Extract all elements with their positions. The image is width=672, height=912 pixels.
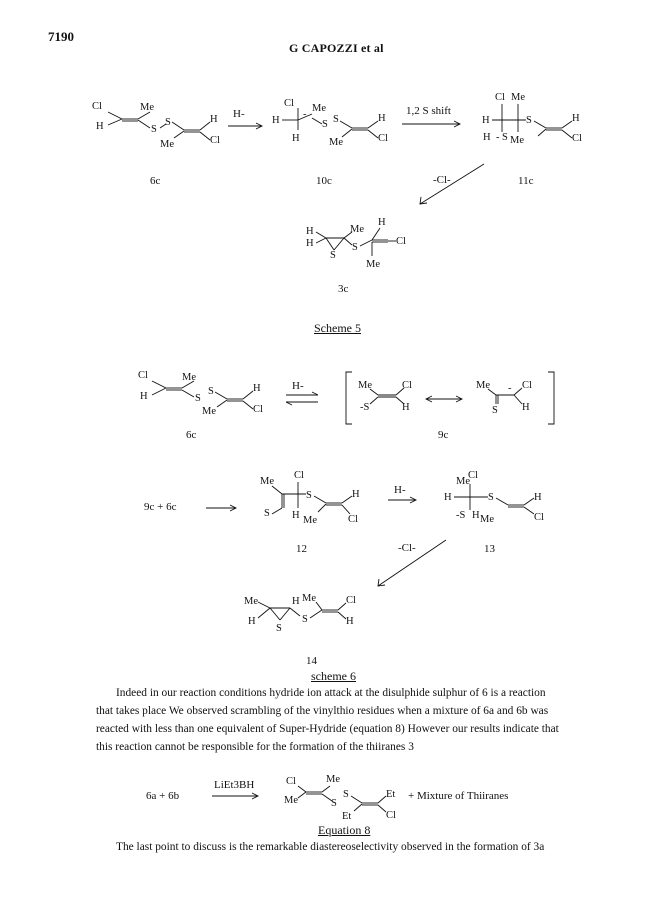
arrow-label-hydride2: H-: [394, 484, 406, 496]
label-6c: 6c: [186, 429, 197, 441]
svg-text:H: H: [572, 113, 580, 124]
eq8-reactants: 6a + 6b: [146, 790, 180, 802]
arrow-label-shift: 1,2 S shift: [406, 105, 451, 117]
svg-text:Et: Et: [342, 811, 352, 822]
svg-text:S: S: [151, 124, 157, 135]
running-title-text: G CAPOZZI et al: [289, 41, 384, 55]
svg-text:Me: Me: [284, 795, 298, 806]
svg-text:H: H: [306, 226, 314, 237]
svg-text:Me: Me: [326, 774, 340, 785]
svg-text:Cl: Cl: [284, 98, 294, 109]
svg-text:H: H: [534, 492, 542, 503]
svg-text:S: S: [208, 386, 214, 397]
svg-text:Me: Me: [160, 139, 174, 150]
svg-text:H: H: [272, 115, 280, 126]
svg-text:H: H: [346, 616, 354, 627]
svg-text:Me: Me: [312, 103, 326, 114]
svg-text:Cl: Cl: [396, 236, 406, 247]
svg-text:H: H: [292, 133, 300, 144]
svg-text:Cl: Cl: [495, 92, 505, 103]
paragraph2-line1: The last point to discuss is the remarkable diastereoselectivity observed in the formation of 3a: [116, 841, 545, 853]
structure-11c: [482, 92, 582, 146]
svg-text:Et: Et: [386, 789, 396, 800]
svg-text:Me: Me: [366, 259, 380, 270]
svg-text:Cl: Cl: [534, 512, 544, 523]
svg-text:H: H: [248, 616, 256, 627]
svg-text:Cl: Cl: [286, 776, 296, 787]
svg-text:Me: Me: [244, 596, 258, 607]
svg-text:H: H: [483, 132, 491, 143]
label-12: 12: [296, 543, 307, 555]
svg-text:Me: Me: [202, 406, 216, 417]
svg-text:S: S: [276, 623, 282, 634]
svg-text:-: -: [303, 109, 307, 120]
svg-text:Me: Me: [140, 102, 154, 113]
structure-6c-top: [92, 101, 220, 150]
label-14: 14: [306, 655, 317, 667]
svg-text:H: H: [444, 492, 452, 503]
svg-text:S: S: [333, 114, 339, 125]
label-11c: 11c: [518, 175, 534, 187]
reactants-9c-6c: 9c + 6c: [144, 501, 177, 513]
svg-text:H: H: [352, 489, 360, 500]
svg-text:Me: Me: [358, 380, 372, 391]
svg-text:Cl: Cl: [402, 380, 412, 391]
svg-text:H: H: [292, 596, 300, 607]
svg-text:-: -: [496, 132, 500, 143]
svg-text:S: S: [330, 250, 336, 261]
svg-text:H: H: [292, 510, 300, 521]
svg-text:Me: Me: [329, 137, 343, 148]
paragraph1-line4: this reaction cannot be responsible for the formation of the thiiranes 3: [96, 741, 414, 753]
paragraph1-line1: Indeed in our reaction conditions hydride ion attack at the disulphide sulphur of 6 is a reaction: [116, 687, 546, 699]
label-10c: 10c: [316, 175, 332, 187]
svg-text:Me: Me: [182, 372, 196, 383]
svg-text:Cl: Cl: [210, 135, 220, 146]
arrow-label-hydride1: H-: [292, 380, 304, 392]
svg-text:Cl: Cl: [378, 133, 388, 144]
svg-text:H: H: [378, 113, 386, 124]
svg-text:S: S: [502, 132, 508, 143]
svg-text:Cl: Cl: [294, 470, 304, 481]
svg-text:-S: -S: [360, 402, 370, 413]
svg-text:Me: Me: [350, 224, 364, 235]
svg-text:Cl: Cl: [572, 133, 582, 144]
svg-text:S: S: [165, 117, 171, 128]
svg-text:H: H: [402, 402, 410, 413]
svg-text:Cl: Cl: [92, 101, 102, 112]
arrow-label-loss: -Cl-: [398, 542, 416, 554]
svg-text:Me: Me: [303, 515, 317, 526]
svg-text:H: H: [378, 217, 386, 228]
svg-text:S: S: [488, 492, 494, 503]
caption-scheme6: scheme 6: [311, 669, 356, 683]
label-9c: 9c: [438, 429, 449, 441]
svg-text:S: S: [492, 405, 498, 416]
svg-text:Me: Me: [260, 476, 274, 487]
structure-14: [244, 593, 356, 634]
caption-scheme5: Scheme 5: [314, 321, 361, 335]
label-13: 13: [484, 543, 495, 555]
structure-10c: [272, 98, 388, 148]
svg-text:S: S: [343, 789, 349, 800]
svg-text:S: S: [306, 490, 312, 501]
arrow-label-loss: -Cl-: [433, 174, 451, 186]
page-number: 7190: [48, 29, 74, 44]
structure-9c: [346, 372, 554, 424]
label-3c: 3c: [338, 283, 349, 295]
svg-text:Cl: Cl: [522, 380, 532, 391]
structure-12: [260, 470, 360, 526]
svg-text:-: -: [508, 383, 512, 394]
svg-text:Me: Me: [511, 92, 525, 103]
svg-text:Me: Me: [476, 380, 490, 391]
svg-text:Cl: Cl: [253, 404, 263, 415]
svg-text:S: S: [331, 798, 337, 809]
svg-text:H: H: [253, 383, 261, 394]
paragraph1-line2: that takes place We observed scrambling of the vinylthio residues when a mixture of 6a and 6b was: [96, 705, 549, 717]
svg-text:S: S: [526, 115, 532, 126]
svg-text:Cl: Cl: [386, 810, 396, 821]
svg-text:H: H: [210, 114, 218, 125]
svg-text:H: H: [96, 121, 104, 132]
svg-text:Me: Me: [302, 593, 316, 604]
svg-text:Me: Me: [510, 135, 524, 146]
svg-text:S: S: [302, 614, 308, 625]
label-6c: 6c: [150, 175, 161, 187]
svg-text:H: H: [306, 238, 314, 249]
paragraph1-line3: reacted with less than one equivalent of Super-Hydride (equation 8) However our results indicate that: [96, 723, 559, 735]
svg-text:Cl: Cl: [138, 370, 148, 381]
arrow-label-hydride: H-: [233, 108, 245, 120]
svg-text:Me: Me: [456, 476, 470, 487]
svg-text:Cl: Cl: [348, 514, 358, 525]
svg-text:H: H: [472, 510, 480, 521]
caption-equation8: Equation 8: [318, 823, 371, 837]
svg-text:Cl: Cl: [346, 595, 356, 606]
svg-text:Me: Me: [480, 514, 494, 525]
svg-text:Cl: Cl: [468, 470, 478, 481]
svg-text:H: H: [522, 402, 530, 413]
structure-eq8: [284, 774, 396, 822]
svg-text:S: S: [322, 119, 328, 130]
structure-3c: [306, 217, 406, 270]
svg-text:S: S: [352, 242, 358, 253]
svg-text:H: H: [140, 391, 148, 402]
svg-text:S: S: [264, 508, 270, 519]
eq8-reagent: LiEt3BH: [214, 779, 255, 791]
svg-text:S: S: [195, 393, 201, 404]
eq8-products: + Mixture of Thiiranes: [408, 790, 509, 802]
structure-13: [444, 470, 544, 525]
structure-6c-bottom: [138, 370, 263, 417]
svg-text:H: H: [482, 115, 490, 126]
svg-text:-S: -S: [456, 510, 466, 521]
